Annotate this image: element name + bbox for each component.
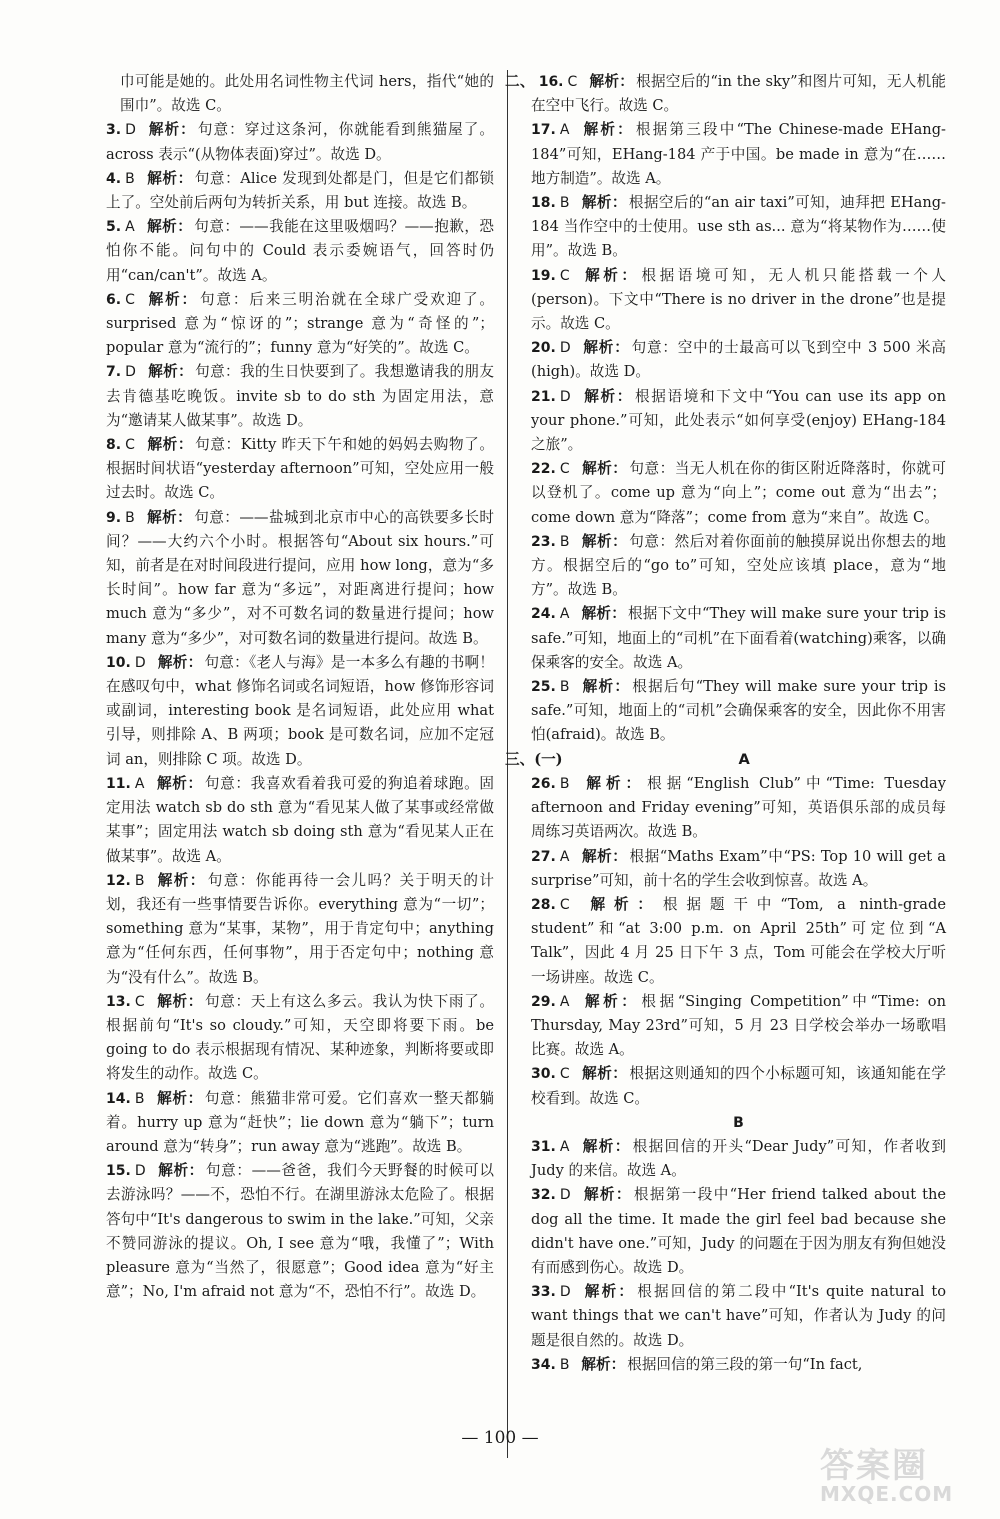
question-number: 31. — [531, 1138, 556, 1155]
question-number: 23. — [531, 533, 556, 550]
answer-item — [531, 1280, 946, 1353]
analysis-label: 解析： — [147, 121, 196, 139]
analysis-text: 根据回信的第三段的第一句“In fact, — [627, 1355, 863, 1373]
answer-letter: A — [559, 606, 570, 623]
question-number: 15. — [106, 1163, 131, 1180]
analysis-text: 根据下文中“They will make sure your trip is safe.”可知，地面上的“司机”在下面看着(watching)乘客，以确保乘客的安全。故选 A。 — [531, 605, 946, 671]
answer-letter: D — [559, 1284, 571, 1301]
answer-item — [531, 530, 946, 603]
answer-item — [106, 288, 494, 361]
question-number: 12. — [106, 872, 131, 889]
page-number: — 100 — — [461, 1428, 539, 1448]
question-number: 16. — [538, 74, 564, 90]
left-answer-list — [106, 118, 494, 1304]
question-number: 7. — [106, 364, 122, 381]
answer-item — [531, 1135, 946, 1183]
analysis-label: 解析： — [581, 1355, 626, 1373]
answer-letter: C — [559, 896, 570, 913]
question-number: 22. — [531, 461, 556, 478]
question-number: 20. — [531, 340, 556, 357]
analysis-text: 句意：天上有这么多云。我认为快下雨了。根据前句“It's so cloudy.”可知，天空即将要下雨。be going to do 表示根据现有情况、某种迹象，判断将要或即将发生的动作。故选 C。 — [106, 992, 494, 1083]
analysis-label: 解析： — [581, 678, 631, 696]
answer-item — [106, 772, 494, 869]
answer-letter: C — [567, 74, 578, 90]
analysis-label: 解析： — [581, 121, 634, 139]
analysis-label: 解析： — [581, 194, 627, 212]
answer-item — [106, 433, 494, 506]
answer-item — [106, 360, 494, 433]
analysis-text: 句意：然后对着你面前的触摸屏说出你想去的地方。根据空后的“go to”可知，空处应该填 place，意为“地方”。故选 B。 — [531, 532, 946, 599]
answer-letter: A — [134, 775, 145, 792]
analysis-text: 句意：我喜欢看着我可爱的狗追着球跑。固定用法 watch sb do sth 意为“看见某人做了某事或经常做某事”；固定用法 watch sb doing sth 意为“看见某人正在做某事”。故选 A。 — [106, 774, 494, 865]
answer-item — [106, 506, 494, 651]
section-label: 二、 — [505, 73, 535, 90]
question-number: 19. — [531, 267, 556, 284]
analysis-text: 根据“English Club”中“Time: Tuesday afternoon and Friday evening”可知，英语俱乐部的成员每周练习英语两次。故选 B。 — [531, 774, 946, 841]
analysis-text: 句意：——我能在这里吸烟吗？——抱歉，恐怕你不能。问句中的 Could 表示委婉语气，回答时仍用“can/can't”。故选 A。 — [106, 218, 494, 284]
question-number: 10. — [106, 654, 131, 671]
answer-item — [531, 264, 946, 337]
site-watermark — [816, 1438, 984, 1510]
question-number: 5. — [106, 219, 122, 236]
question-number: 30. — [531, 1066, 556, 1083]
analysis-label: 解析： — [582, 339, 630, 357]
analysis-label: 解析： — [581, 532, 628, 550]
question-number: 11. — [106, 775, 131, 792]
answer-letter: A — [559, 1138, 570, 1155]
answer-letter: C — [125, 437, 135, 454]
answer-item — [106, 118, 494, 166]
question-number: 6. — [106, 291, 122, 308]
answer-letter: C — [134, 993, 145, 1010]
answer-letter: A — [559, 848, 570, 865]
analysis-text: 根据题干中“Tom, a ninth-grade student”和“at 3:00 p.m. on April 25th”可定位到“A Talk”，因此 4 月 25 日下午 3 点，Tom 可能会在学校大厅听一场讲座。故选 C。 — [531, 895, 946, 986]
answer-letter: B — [559, 775, 570, 792]
answer-letter: B — [559, 533, 570, 550]
answer-item — [531, 845, 946, 893]
analysis-label: 解析： — [156, 1089, 203, 1107]
watermark-url: MXQE.COM — [820, 1482, 954, 1506]
answer-letter: B — [134, 872, 145, 889]
answer-letter: C — [125, 291, 135, 308]
section-two-answers — [505, 70, 946, 748]
analysis-label: 解析： — [146, 436, 194, 454]
answer-item — [531, 675, 946, 748]
analysis-label: 解析： — [582, 1283, 636, 1301]
answer-item — [106, 990, 494, 1087]
question-number: 8. — [106, 437, 122, 454]
answer-letter: D — [125, 122, 136, 139]
analysis-label: 解析： — [146, 508, 193, 526]
analysis-text: 句意：穿过这条河，你就能看到熊猫屋了。across 表示“(从物体表面)穿过”。故选 D。 — [106, 121, 494, 163]
analysis-text: 根据后句“They will make sure your trip is safe.”可知，地面上的“司机”会确保乘客的安全，因此你不用害怕(afraid)。故选 B。 — [531, 678, 946, 744]
answer-letter: B — [125, 170, 135, 187]
answer-letter: A — [125, 219, 135, 236]
answer-letter: D — [559, 1187, 571, 1204]
analysis-label: 解析： — [581, 1065, 628, 1083]
analysis-label: 解析： — [581, 895, 661, 913]
analysis-label: 解析： — [156, 992, 203, 1010]
answer-letter: B — [559, 679, 570, 696]
analysis-label: 解析： — [581, 266, 640, 284]
answer-item — [531, 602, 946, 675]
answer-item — [531, 1353, 946, 1377]
question-number: 9. — [106, 509, 122, 526]
question-number: 27. — [531, 848, 556, 865]
analysis-text: 根据这则通知的四个小标题可知，该通知能在学校看到。故选 C。 — [531, 1065, 946, 1107]
answer-item — [531, 385, 946, 458]
right-column — [505, 70, 946, 1377]
question-number: 17. — [531, 122, 556, 139]
answer-letter: D — [134, 654, 146, 671]
answer-item — [531, 990, 946, 1063]
answer-letter: B — [559, 195, 570, 212]
question-number: 34. — [531, 1356, 556, 1373]
answer-item — [531, 893, 946, 990]
question-number: 28. — [531, 896, 556, 913]
answer-item — [531, 336, 946, 384]
answer-item — [106, 215, 494, 288]
answer-item — [106, 1087, 494, 1160]
analysis-label: 解析： — [589, 73, 635, 90]
answer-letter: C — [559, 267, 570, 284]
answer-letter: D — [559, 340, 571, 357]
question-number: 26. — [531, 775, 556, 792]
analysis-label: 解析： — [581, 847, 628, 865]
answer-letter: B — [125, 509, 135, 526]
analysis-text: 句意：你能再待一会儿吗？关于明天的计划，我还有一些事情要告诉你。everything 意为“一切”；something 意为“某事，某物”，用于肯定句中；anything 意为“任何东西，任何事物”，用于否定句中；nothing 意为“没有什么”。故选 B。 — [106, 871, 494, 986]
analysis-label: 解析： — [147, 363, 194, 381]
answer-letter: A — [559, 993, 570, 1010]
question-number: 3. — [106, 122, 122, 139]
answer-letter: C — [559, 1066, 570, 1083]
analysis-text: 根据第三段中“The Chinese-made EHang-184”可知，EHang-184 产于中国。be made in 意为“在……地方制造”。故选 A。 — [531, 121, 946, 187]
analysis-text: 根据“Singing Competition”中“Time: on Thursday, May 23rd”可知，5 月 23 日学校会举办一场歌唱比赛。故选 A。 — [531, 992, 946, 1059]
analysis-text: 根据空后的“an air taxi”可知，迪拜把 EHang-184 当作空中的士使用。use sth as... 意为“将某物作为……使用”。故选 B。 — [531, 194, 946, 260]
analysis-label: 解析： — [156, 871, 206, 889]
subsection-heading-b: B — [733, 1114, 744, 1131]
question-number: 25. — [531, 679, 556, 696]
analysis-label: 解析： — [146, 169, 193, 187]
question-number: 13. — [106, 993, 131, 1010]
left-column — [106, 70, 494, 1304]
answer-item — [106, 869, 494, 990]
analysis-text: 句意：空中的士最高可以飞到空中 3 500 米高(high)。故选 D。 — [531, 339, 946, 381]
answer-item — [505, 70, 946, 118]
question-number: 21. — [531, 388, 556, 405]
section-label: 三、(一) — [505, 750, 563, 768]
answer-item — [106, 651, 494, 772]
analysis-text: 根据第一段中“Her friend talked about the dog all the time. It made the girl feel bad because she didn't have one.”可知，Judy 的问题在于因为朋友有狗但她没有而感到伤心。故选 D。 — [531, 1186, 946, 1276]
answer-item — [531, 1062, 946, 1110]
analysis-label: 解析： — [157, 653, 203, 671]
question-number: 24. — [531, 606, 556, 623]
analysis-label: 解析： — [581, 460, 628, 478]
answer-letter: C — [559, 461, 570, 478]
analysis-text: 根据“Maths Exam”中“PS: Top 10 will get a surprise”可知，前十名的学生会收到惊喜。故选 A。 — [531, 847, 946, 889]
analysis-text: 句意：——爸爸，我们今天野餐的时候可以去游泳吗？——不，恐怕不行。在湖里游泳太危险了。根据答句中“It's dangerous to swim in the lake.”可知，父亲不赞同游泳的提议。Oh, I see 意为“哦，我懂了”；With pleasure 意为“当然了，很愿意”；Good idea 意为“好主意”；No, I'm afraid not 意为“不，恐怕不行”。故选 D。 — [106, 1162, 494, 1301]
analysis-text: 句意：熊猫非常可爱。它们喜欢一整天都躺着。hurry up 意为“赶快”；lie down 意为“躺下”；turn around 意为“转身”；run away 意为“逃跑”。故选 B。 — [106, 1089, 494, 1155]
analysis-text: 句意：我的生日快要到了。我想邀请我的朋友去肯德基吃晚饭。invite sb to do sth 为固定用法，意为“邀请某人做某事”。故选 D。 — [106, 363, 494, 429]
question-number: 29. — [531, 993, 556, 1010]
answer-item — [531, 457, 946, 530]
answer-letter: B — [134, 1090, 145, 1107]
subsection-heading-a: A — [738, 750, 750, 768]
analysis-label: 解析： — [581, 774, 646, 792]
question-number: 14. — [106, 1090, 131, 1107]
answer-letter: A — [559, 122, 570, 139]
answer-letter: D — [559, 388, 571, 405]
watermark-logo-text: 答案圈 — [820, 1446, 928, 1486]
question-number: 4. — [106, 170, 122, 187]
question-number: 33. — [531, 1284, 556, 1301]
answer-item — [531, 1183, 946, 1280]
analysis-text: 句意：Kitty 昨天下午和她的妈妈去购物了。根据时间状语“yesterday afternoon”可知，空处应用一般过去时。故选 C。 — [106, 436, 494, 502]
continued-text: 巾可能是她的。此处用名词性物主代词 hers，指代“她的围巾”。故选 C。 — [120, 73, 494, 115]
answer-letter: D — [134, 1163, 146, 1180]
analysis-label: 解析： — [146, 290, 198, 308]
analysis-text: 句意：《老人与海》是一本多么有趣的书啊！在感叹句中，what 修饰名词或名词短语，how 修饰形容词或副词，interesting book 是名词短语，此处应用 what 引导，则排除 A、B 两项；book 是可数名词，应加不定冠词 an，则排除 C 项。故选 D。 — [106, 653, 494, 768]
section-three-part-b-answers — [531, 1135, 946, 1377]
answer-item — [531, 118, 946, 191]
analysis-text: 根据空后的“in the sky”和图片可知，无人机能在空中飞行。故选 C。 — [531, 73, 946, 115]
analysis-label: 解析： — [581, 1137, 631, 1155]
analysis-text: 句意：Alice 发现到处都是门，但是它们都锁上了。空处前后两句为转折关系，用 but 连接。故选 B。 — [106, 169, 494, 212]
question-number: 32. — [531, 1187, 556, 1204]
analysis-text: 根据语境和下文中“You can use its app on your phone.”可知，此处表示“如何享受(enjoy) EHang-184 之旅”。 — [531, 387, 946, 454]
analysis-text: 句意：——盐城到北京市中心的高铁要多长时间？——大约六个小时。根据答句“About six hours.”可知，前者是在对时间段进行提问，应用 how long，意为“多长时间”。how far 意为“多远”，对距离进行提问；how much 意为“多少”，对不可数名词的数量进行提问；how many 意为“多少”，对可数名词的数量进行提问。故选 B。 — [106, 508, 494, 647]
answer-letter: D — [125, 364, 136, 381]
analysis-label: 解析： — [581, 992, 640, 1010]
analysis-label: 解析： — [156, 774, 203, 792]
answer-item — [531, 191, 946, 264]
analysis-label: 解析： — [581, 605, 626, 623]
analysis-text: 句意：当无人机在你的街区附近降落时，你就可以登机了。come up 意为“向上”；come out 意为“出去”；come down 意为“降落”；come from 意为“来自”。故选 C。 — [531, 460, 946, 526]
analysis-text: 根据语境可知，无人机只能搭载一个人(person)。下文中“There is no driver in the drone”也是提示。故选 C。 — [531, 266, 946, 333]
analysis-label: 解析： — [582, 387, 634, 405]
analysis-text: 句意：后来三明治就在全球广受欢迎了。surprised 意为“惊讶的”；strange 意为“奇怪的”；popular 意为“流行的”；funny 意为“好笑的”。故选 C。 — [106, 290, 494, 357]
analysis-label: 解析： — [582, 1186, 632, 1204]
analysis-text: 根据回信的开头“Dear Judy”可知，作者收到 Judy 的来信。故选 A。 — [531, 1137, 946, 1180]
section-three-part-a-answers — [505, 748, 946, 1111]
answer-letter: B — [559, 1356, 570, 1373]
answer-item — [531, 772, 946, 845]
section-three-heading-row — [505, 748, 946, 772]
question-number: 18. — [531, 195, 556, 212]
answer-item — [106, 167, 494, 215]
answer-item — [106, 1159, 494, 1304]
analysis-label: 解析： — [146, 218, 193, 236]
analysis-label: 解析： — [157, 1162, 204, 1180]
analysis-text: 根据回信的第二段中“It's quite natural to want things that we can't have”可知，作者认为 Judy 的问题是很自然的。故选 D。 — [531, 1283, 946, 1349]
